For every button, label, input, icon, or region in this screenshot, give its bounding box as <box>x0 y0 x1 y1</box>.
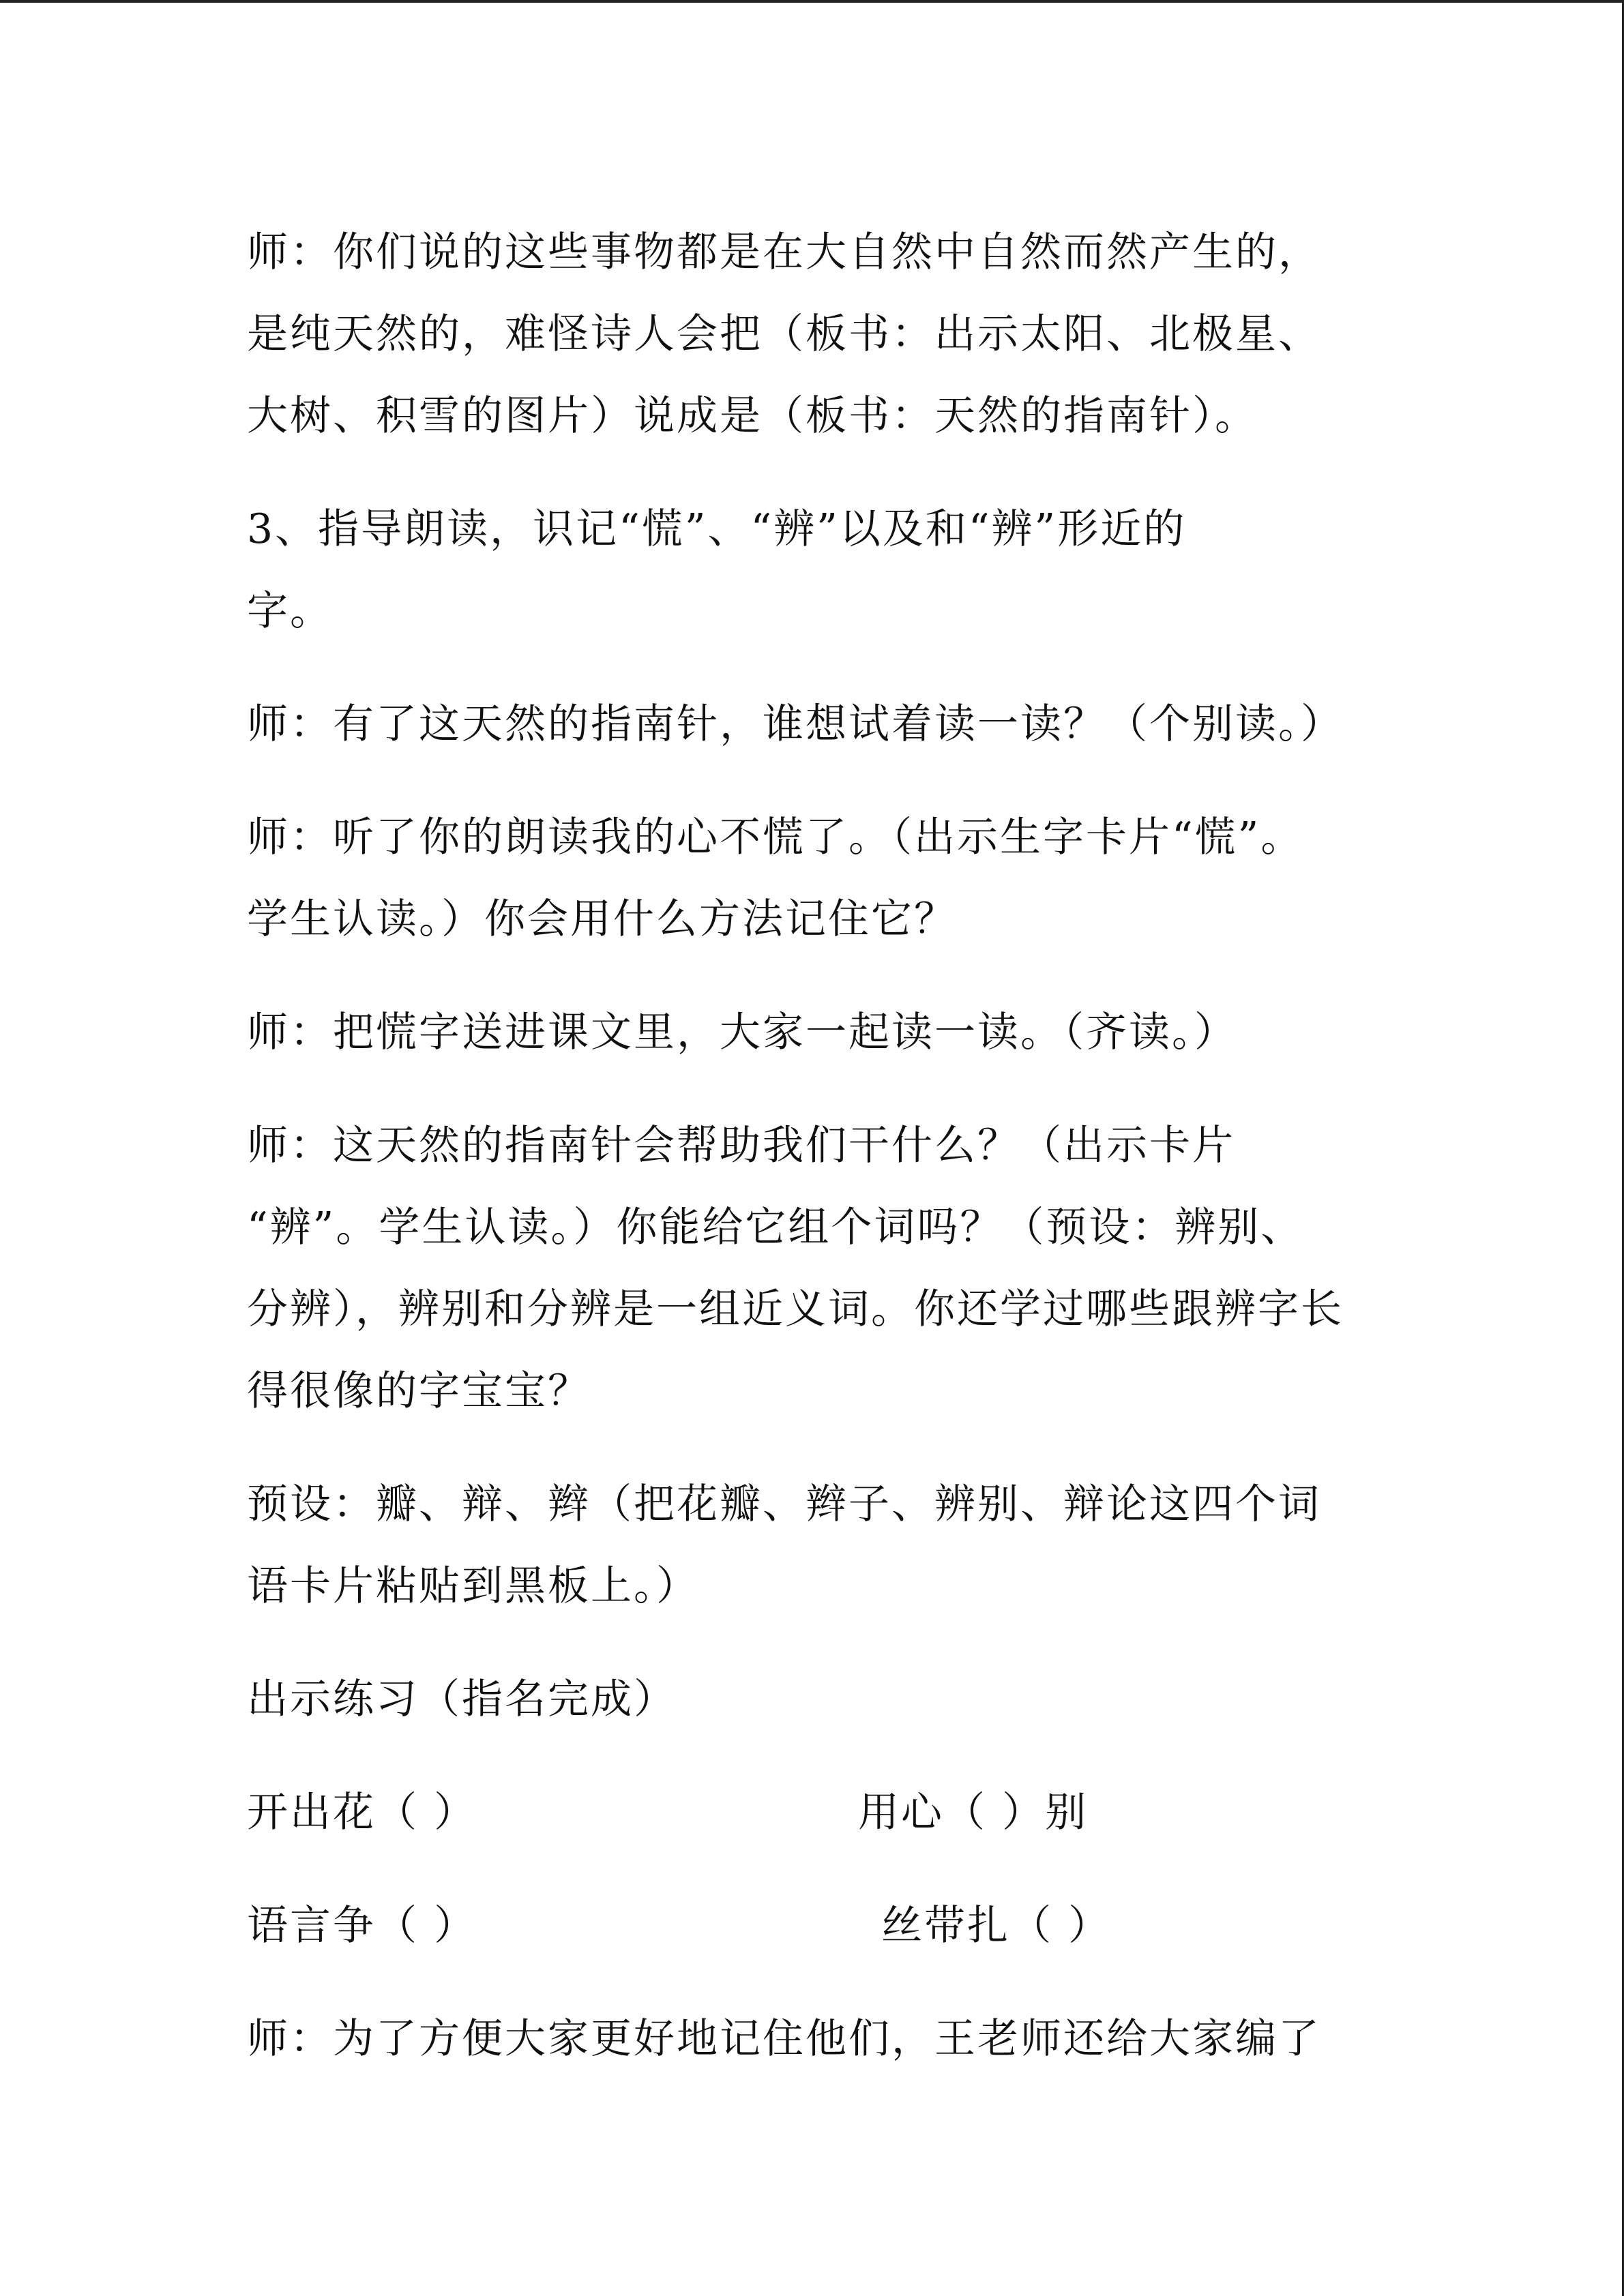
text-line: 师：为了方便大家更好地记住他们，王老师还给大家编了 <box>247 2015 1321 2063</box>
paragraph-teacher-nature <box>247 211 1379 457</box>
exercise-item: 用心（ ）别 <box>858 1789 1089 1836</box>
exercise-row-1 <box>247 1772 1379 1853</box>
paragraph-step-3-heading <box>247 488 1379 652</box>
text-line: 师：有了这天然的指南针，谁想试着读一读？（个别读。） <box>247 700 1344 748</box>
exercise-item: 丝带扎（ ） <box>881 1902 1112 1950</box>
exercise-item: 开出花（ ） <box>247 1789 477 1836</box>
text-line: 师：这天然的指南针会帮助我们干什么？（出示卡片 <box>247 1122 1235 1169</box>
text-line: 3、指导朗读，识记“慌”、“辨”以及和“辨”形近的 <box>247 505 1187 553</box>
text-line: 语卡片粘贴到黑板上。） <box>247 1562 699 1610</box>
paragraph-teacher-read <box>247 683 1379 765</box>
exercise-item: 语言争（ ） <box>247 1902 477 1950</box>
text-line: 出示练习（指名完成） <box>247 1675 677 1723</box>
text-line: 是纯天然的，难怪诗人会把（板书：出示太阳、北极星、 <box>247 310 1321 358</box>
top-border-rule <box>0 0 1624 3</box>
text-line: 得很像的字宝宝？ <box>247 1367 591 1415</box>
text-line: 师：把慌字送进课文里，大家一起读一读。（齐读。） <box>247 1009 1237 1056</box>
paragraph-preset-answers <box>247 1463 1379 1627</box>
text-line: 分辨），辨别和分辨是一组近义词。你还学过哪些跟辨字长 <box>247 1285 1344 1333</box>
text-line: 大树、积雪的图片）说成是（板书：天然的指南针）。 <box>247 392 1258 440</box>
paragraph-teacher-huang <box>247 796 1379 960</box>
text-line: 预设：瓣、辩、辫（把花瓣、辫子、辨别、辩论这四个词 <box>247 1480 1321 1528</box>
text-line: 师：你们说的这些事物都是在大自然中自然而然产生的， <box>247 228 1321 276</box>
text-line: 字。 <box>247 587 333 635</box>
document-page <box>247 211 1379 2080</box>
exercise-row-2 <box>247 1885 1379 1967</box>
paragraph-teacher-group-read <box>247 992 1379 1073</box>
text-line: “辨”。学生认读。）你能给它组个词吗？（预设：辨别、 <box>247 1204 1304 1251</box>
paragraph-teacher-rhyme <box>247 1998 1379 2080</box>
paragraph-teacher-bian <box>247 1105 1379 1432</box>
text-line: 学生认读。）你会用什么方法记住它？ <box>247 895 957 943</box>
paragraph-exercise-heading <box>247 1658 1379 1740</box>
text-line: 师：听了你的朗读我的心不慌了。（出示生字卡片“慌”。 <box>247 814 1304 861</box>
